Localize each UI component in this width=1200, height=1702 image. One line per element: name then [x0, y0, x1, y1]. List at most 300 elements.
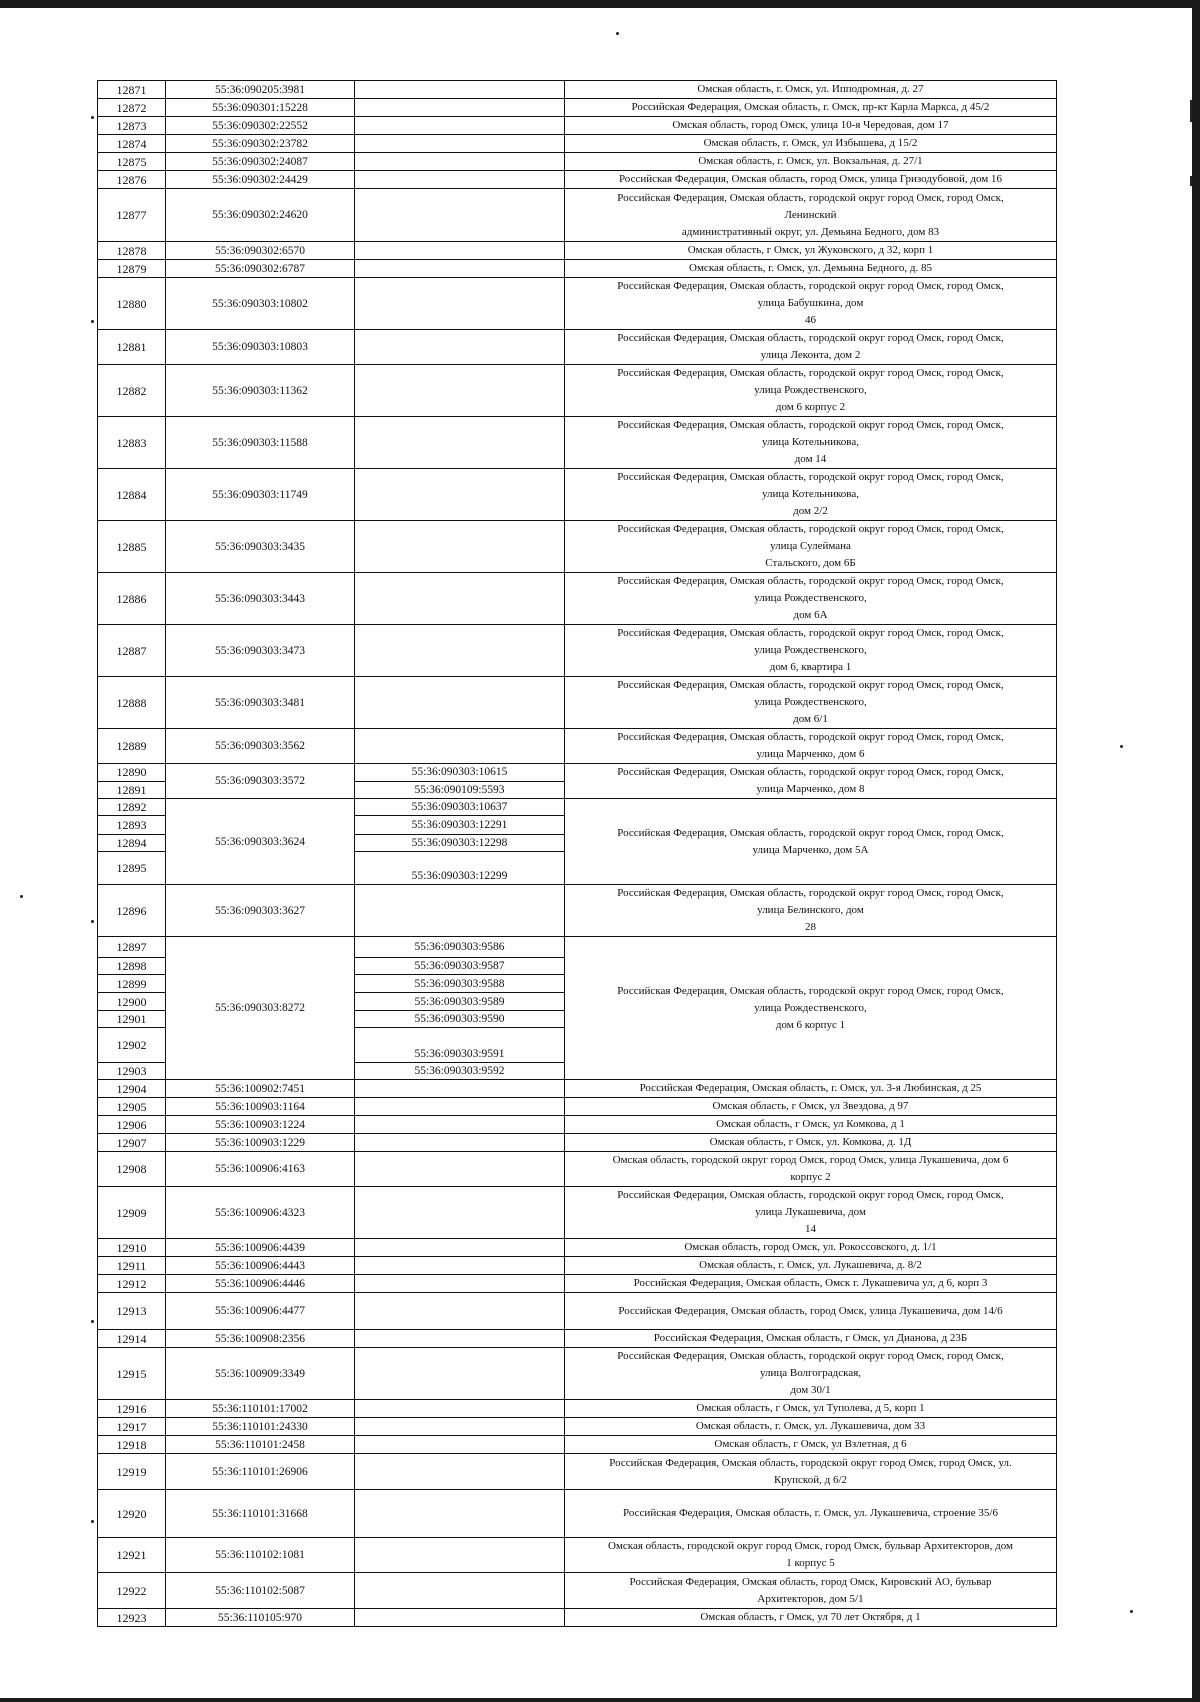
related-number-cell: [355, 1573, 565, 1609]
table-row: [98, 242, 1057, 260]
related-number-cell: [355, 1436, 565, 1454]
address-cell: [565, 764, 1057, 799]
scan-speck: [20, 895, 23, 898]
table-row: [98, 764, 1057, 782]
address-line: Российская Федерация, Омская область, городской округ город Омск, город Омск,: [617, 332, 1004, 344]
table-row: [98, 1152, 1057, 1187]
registry-table: [97, 80, 1057, 1627]
related-number-cell: [355, 1116, 565, 1134]
cadastral-number-cell: 55:36:100906:4163: [166, 1152, 355, 1187]
address-line: дом 6, квартира 1: [769, 661, 852, 673]
address-cell: [565, 799, 1057, 885]
cadastral-number-cell: 55:36:090302:6787: [166, 260, 355, 278]
row-number-cell: 12891: [98, 781, 166, 799]
cadastral-number-cell: 55:36:090302:24429: [166, 171, 355, 189]
cadastral-number-cell: 55:36:100906:4446: [166, 1275, 355, 1293]
address-cell: [565, 729, 1057, 764]
row-number-cell: 12905: [98, 1098, 166, 1116]
address-line: Российская Федерация, Омская область, городской округ город Омск, город Омск,: [617, 191, 1004, 204]
address-cell: [565, 1152, 1057, 1187]
cadastral-number-cell: 55:36:100908:2356: [166, 1330, 355, 1348]
row-number-cell: 12917: [98, 1418, 166, 1436]
address-cell: [565, 1573, 1057, 1609]
row-number-cell: 12899: [98, 975, 166, 993]
related-number-cell: 55:36:090303:10615: [355, 764, 565, 782]
row-number-cell: 12900: [98, 993, 166, 1011]
address-cell: [565, 81, 1057, 99]
cadastral-number-cell: 55:36:100903:1224: [166, 1116, 355, 1134]
related-number-cell: [355, 1134, 565, 1152]
address-line: Омская область, г Омск, ул Комкова, д 1: [716, 1118, 905, 1130]
address-cell: [565, 1098, 1057, 1116]
scan-border-bottom: [0, 1698, 1200, 1702]
address-line: Российская Федерация, Омская область, городской округ город Омск, город Омск, ул.: [609, 1456, 1012, 1469]
related-number-cell: 55:36:090303:9590: [355, 1011, 565, 1028]
address-line: улица Сулеймана: [770, 540, 851, 552]
address-line: Архитекторов, дом 5/1: [757, 1592, 864, 1605]
address-line: Омская область, город Омск, ул. Рокоссовского, д. 1/1: [684, 1241, 937, 1253]
scan-speck: [91, 320, 94, 323]
cadastral-number-cell: 55:36:110101:26906: [166, 1454, 355, 1490]
address-line: Российская Федерация, Омская область, городской округ город Омск, город Омск,: [617, 471, 1004, 483]
table-row: [98, 937, 1057, 958]
table-row: [98, 1275, 1057, 1293]
address-cell: [565, 1187, 1057, 1239]
table-row: [98, 1573, 1057, 1609]
address-cell: [565, 242, 1057, 260]
table-row: [98, 153, 1057, 171]
related-number-cell: [355, 1152, 565, 1187]
row-number-cell: 12893: [98, 816, 166, 835]
related-number-cell: [355, 278, 565, 330]
address-line: Российская Федерация, Омская область, Омск г. Лукашевича ул, д 6, корп 3: [633, 1277, 988, 1289]
address-cell: [565, 117, 1057, 135]
address-line: улица Котельникова,: [762, 436, 859, 448]
row-number-cell: 12923: [98, 1609, 166, 1627]
address-cell: [565, 1490, 1057, 1538]
related-number-cell: [355, 521, 565, 573]
related-number-cell: [355, 117, 565, 135]
cadastral-number-cell: 55:36:100903:1229: [166, 1134, 355, 1152]
related-number-cell: [355, 189, 565, 242]
address-line: дом 30/1: [790, 1384, 831, 1396]
address-cell: [565, 1454, 1057, 1490]
row-number-cell: 12888: [98, 677, 166, 729]
related-number-cell: 55:36:090303:12299: [355, 852, 565, 885]
row-number-cell: 12902: [98, 1028, 166, 1063]
row-number-cell: 12914: [98, 1330, 166, 1348]
table-row: [98, 1609, 1057, 1627]
related-number-cell: 55:36:090303:9589: [355, 993, 565, 1011]
related-number-cell: [355, 1293, 565, 1330]
cadastral-number-cell: 55:36:090303:3572: [166, 764, 355, 799]
related-number-cell: [355, 1454, 565, 1490]
address-line: Российская Федерация, Омская область, городской округ город Омск, город Омск,: [617, 887, 1004, 899]
related-number-cell: 55:36:090303:9587: [355, 958, 565, 975]
row-number-cell: 12904: [98, 1080, 166, 1098]
related-number-cell: [355, 1080, 565, 1098]
address-cell: [565, 1538, 1057, 1573]
address-line: Омская область, г. Омск, ул. Лукашевича, дом 33: [695, 1420, 926, 1432]
related-number-cell: [355, 260, 565, 278]
address-cell: [565, 521, 1057, 573]
row-number-cell: 12915: [98, 1348, 166, 1400]
scan-border-right: [1192, 0, 1200, 1702]
row-number-cell: 12878: [98, 242, 166, 260]
address-cell: [565, 365, 1057, 417]
address-line: улица Марченко, дом 6: [756, 748, 865, 760]
table-row: [98, 189, 1057, 242]
address-line: Омская область, г. Омск, ул. Демьяна Бедного, д. 85: [689, 262, 932, 274]
related-number-cell: [355, 1275, 565, 1293]
related-number-cell: 55:36:090303:9588: [355, 975, 565, 993]
row-number-cell: 12872: [98, 99, 166, 117]
row-number-cell: 12910: [98, 1239, 166, 1257]
address-cell: [565, 677, 1057, 729]
address-line: Российская Федерация, Омская область, г. Омск, ул. Лукашевича, строение 35/6: [623, 1507, 998, 1519]
table-row: [98, 1098, 1057, 1116]
address-line: дом 14: [794, 453, 827, 465]
cadastral-number-cell: 55:36:110101:31668: [166, 1490, 355, 1538]
row-number-cell: 12877: [98, 189, 166, 242]
address-cell: [565, 937, 1057, 1080]
cadastral-number-cell: 55:36:090303:3624: [166, 799, 355, 885]
address-line: Российская Федерация, Омская область, город Омск, Кировский АО, бульвар: [629, 1575, 992, 1588]
cadastral-number-cell: 55:36:100906:4439: [166, 1239, 355, 1257]
related-number-cell: [355, 729, 565, 764]
row-number-cell: 12889: [98, 729, 166, 764]
address-line: дом 6 корпус 1: [775, 1018, 846, 1031]
cadastral-number-cell: 55:36:110105:970: [166, 1609, 355, 1627]
table-row: [98, 1293, 1057, 1330]
table-row: [98, 117, 1057, 135]
cadastral-number-cell: 55:36:090205:3981: [166, 81, 355, 99]
address-line: Омская область, городской округ город Омск, город Омск, бульвар Архитекторов, дом: [608, 1540, 1013, 1552]
related-number-cell: 55:36:090303:9591: [355, 1028, 565, 1063]
registry-table-body: [98, 81, 1057, 1627]
address-line: Омская область, городской округ город Омск, город Омск, улица Лукашевича, дом 6: [612, 1154, 1009, 1166]
cadastral-number-cell: 55:36:090303:11749: [166, 469, 355, 521]
address-line: улица Лукашевича, дом: [755, 1206, 866, 1218]
row-number-cell: 12911: [98, 1257, 166, 1275]
cadastral-number-cell: 55:36:090303:3562: [166, 729, 355, 764]
address-line: Омская область, г Омск, ул Туполева, д 5, корп 1: [696, 1402, 925, 1414]
cadastral-number-cell: 55:36:090303:3435: [166, 521, 355, 573]
address-line: Российская Федерация, Омская область, город Омск, улица Гризодубовой, дом 16: [618, 173, 1003, 185]
address-line: улица Рождественского,: [754, 384, 867, 396]
row-number-cell: 12922: [98, 1573, 166, 1609]
table-row: [98, 99, 1057, 117]
address-line: Омская область, г Омск, ул Звездова, д 97: [712, 1100, 909, 1112]
table-row: [98, 521, 1057, 573]
address-cell: [565, 1239, 1057, 1257]
related-number-cell: [355, 677, 565, 729]
related-number-cell: [355, 153, 565, 171]
row-number-cell: 12884: [98, 469, 166, 521]
address-line: Омская область, г Омск, ул Жуковского, д 32, корп 1: [687, 244, 934, 256]
address-line: Ленинский: [784, 208, 837, 221]
row-number-cell: 12879: [98, 260, 166, 278]
row-number-cell: 12896: [98, 885, 166, 937]
related-number-cell: [355, 242, 565, 260]
address-cell: [565, 1609, 1057, 1627]
related-number-cell: [355, 417, 565, 469]
address-line: Российская Федерация, Омская область, городской округ город Омск, город Омск,: [617, 627, 1004, 639]
address-cell: [565, 171, 1057, 189]
cadastral-number-cell: 55:36:090303:3627: [166, 885, 355, 937]
table-row: [98, 1348, 1057, 1400]
address-line: административный округ, ул. Демьяна Бедного, дом 83: [681, 225, 940, 238]
related-number-cell: 55:36:090303:12298: [355, 835, 565, 852]
address-line: Российская Федерация, Омская область, городской округ город Омск, город Омск,: [617, 766, 1004, 778]
row-number-cell: 12894: [98, 835, 166, 852]
related-number-cell: 55:36:090303:10637: [355, 799, 565, 816]
cadastral-number-cell: 55:36:100906:4443: [166, 1257, 355, 1275]
cadastral-number-cell: 55:36:100902:7451: [166, 1080, 355, 1098]
row-number-cell: 12886: [98, 573, 166, 625]
address-line: Российская Федерация, Омская область, городской округ город Омск, город Омск,: [617, 826, 1004, 839]
related-number-cell: [355, 1348, 565, 1400]
scan-border-top: [0, 0, 1200, 8]
address-cell: [565, 1418, 1057, 1436]
row-number-cell: 12876: [98, 171, 166, 189]
related-number-cell: [355, 99, 565, 117]
row-number-cell: 12901: [98, 1011, 166, 1028]
address-line: 1 корпус 5: [786, 1557, 835, 1569]
table-row: [98, 1330, 1057, 1348]
address-line: Омская область, г Омск, ул. Комкова, д. 1Д: [709, 1136, 912, 1148]
related-number-cell: 55:36:090303:12291: [355, 816, 565, 835]
row-number-cell: 12882: [98, 365, 166, 417]
row-number-cell: 12890: [98, 764, 166, 782]
cadastral-number-cell: 55:36:100906:4477: [166, 1293, 355, 1330]
scan-speck: [91, 116, 94, 119]
table-row: [98, 330, 1057, 365]
address-line: Российская Федерация, Омская область, городской округ город Омск, город Омск,: [617, 731, 1004, 743]
cadastral-number-cell: 55:36:090302:24620: [166, 189, 355, 242]
address-line: дом 6/1: [793, 713, 828, 725]
table-row: [98, 1454, 1057, 1490]
table-row: [98, 1436, 1057, 1454]
scan-speck: [1120, 745, 1123, 748]
related-number-cell: [355, 1538, 565, 1573]
address-cell: [565, 1400, 1057, 1418]
address-cell: [565, 625, 1057, 677]
address-line: корпус 2: [790, 1171, 831, 1183]
cadastral-number-cell: 55:36:090302:6570: [166, 242, 355, 260]
address-line: Российская Федерация, Омская область, городской округ город Омск, город Омск,: [617, 1350, 1004, 1362]
address-line: улица Рождественского,: [754, 696, 867, 708]
scan-speck: [91, 920, 94, 923]
cadastral-number-cell: 55:36:090303:3473: [166, 625, 355, 677]
table-row: [98, 1257, 1057, 1275]
row-number-cell: 12906: [98, 1116, 166, 1134]
cadastral-number-cell: 55:36:100903:1164: [166, 1098, 355, 1116]
table-row: [98, 573, 1057, 625]
row-number-cell: 12871: [98, 81, 166, 99]
row-number-cell: 12897: [98, 937, 166, 958]
address-line: улица Леконта, дом 2: [760, 349, 861, 361]
address-line: Омская область, г. Омск, ул Избышева, д 15/2: [703, 137, 918, 149]
address-line: Российская Федерация, Омская область, городской округ город Омск, город Омск,: [617, 367, 1004, 379]
related-number-cell: [355, 1609, 565, 1627]
cadastral-number-cell: 55:36:100906:4323: [166, 1187, 355, 1239]
table-row: [98, 1239, 1057, 1257]
row-number-cell: 12880: [98, 278, 166, 330]
table-row: [98, 1116, 1057, 1134]
scan-speck: [1130, 1610, 1133, 1613]
table-row: [98, 729, 1057, 764]
cadastral-number-cell: 55:36:110101:2458: [166, 1436, 355, 1454]
related-number-cell: [355, 81, 565, 99]
address-line: улица Волгоградская,: [759, 1367, 862, 1379]
address-line: Российская Федерация, Омская область, г Омск, ул Дианова, д 23Б: [653, 1332, 968, 1344]
related-number-cell: [355, 625, 565, 677]
row-number-cell: 12909: [98, 1187, 166, 1239]
row-number-cell: 12892: [98, 799, 166, 816]
cadastral-number-cell: 55:36:110102:5087: [166, 1573, 355, 1609]
table-row: [98, 171, 1057, 189]
address-line: улица Марченко, дом 5А: [752, 843, 869, 856]
address-cell: [565, 260, 1057, 278]
cadastral-number-cell: 55:36:110101:17002: [166, 1400, 355, 1418]
row-number-cell: 12912: [98, 1275, 166, 1293]
row-number-cell: 12907: [98, 1134, 166, 1152]
address-cell: [565, 153, 1057, 171]
row-number-cell: 12913: [98, 1293, 166, 1330]
row-number-cell: 12921: [98, 1538, 166, 1573]
related-number-cell: [355, 1418, 565, 1436]
address-line: 46: [805, 314, 816, 326]
scan-edge-mark: [1190, 176, 1192, 186]
row-number-cell: 12920: [98, 1490, 166, 1538]
related-number-cell: [355, 885, 565, 937]
related-number-cell: [355, 1239, 565, 1257]
address-line: Омская область, г. Омск, ул. Ипподромная, д. 27: [697, 83, 924, 95]
table-row: [98, 1418, 1057, 1436]
address-line: Российская Федерация, Омская область, городской округ город Омск, город Омск,: [617, 523, 1004, 535]
address-cell: [565, 469, 1057, 521]
row-number-cell: 12916: [98, 1400, 166, 1418]
address-line: Омская область, г Омск, ул Взлетная, д 6: [714, 1438, 907, 1450]
related-number-cell: 55:36:090109:5593: [355, 781, 565, 799]
cadastral-number-cell: 55:36:090303:8272: [166, 937, 355, 1080]
address-line: Российская Федерация, Омская область, город Омск, улица Лукашевича, дом 14/6: [618, 1304, 1003, 1317]
address-line: улица Марченко, дом 8: [756, 783, 865, 795]
address-line: Крупской, д 6/2: [773, 1473, 848, 1486]
address-line: Омская область, город Омск, улица 10-я Чередовая, дом 17: [672, 119, 949, 131]
address-line: улица Рождественского,: [754, 644, 867, 656]
related-number-cell: [355, 1257, 565, 1275]
address-cell: [565, 330, 1057, 365]
cadastral-number-cell: 55:36:090303:11362: [166, 365, 355, 417]
address-line: улица Рождественского,: [754, 1001, 867, 1014]
table-row: [98, 1400, 1057, 1418]
address-line: Омская область, г Омск, ул 70 лет Октября, д 1: [700, 1611, 921, 1623]
cadastral-number-cell: 55:36:090303:10802: [166, 278, 355, 330]
row-number-cell: 12895: [98, 852, 166, 885]
address-line: Российская Федерация, Омская область, городской округ город Омск, город Омск,: [617, 984, 1004, 997]
address-cell: [565, 99, 1057, 117]
address-line: дом 2/2: [793, 505, 828, 517]
cadastral-number-cell: 55:36:090302:23782: [166, 135, 355, 153]
related-number-cell: [355, 1330, 565, 1348]
table-row: [98, 417, 1057, 469]
address-line: Российская Федерация, Омская область, г. Омск, пр-кт Карла Маркса, д 45/2: [631, 101, 990, 113]
address-cell: [565, 1275, 1057, 1293]
scan-edge-mark: [1190, 100, 1192, 122]
table-row: [98, 365, 1057, 417]
scan-speck: [616, 32, 619, 35]
related-number-cell: 55:36:090303:9586: [355, 937, 565, 958]
address-line: Омская область, г. Омск, ул. Лукашевича, д. 8/2: [699, 1259, 922, 1271]
address-line: Российская Федерация, Омская область, городской округ город Омск, город Омск,: [617, 280, 1004, 292]
row-number-cell: 12881: [98, 330, 166, 365]
address-cell: [565, 1080, 1057, 1098]
table-row: [98, 469, 1057, 521]
related-number-cell: [355, 365, 565, 417]
address-line: улица Бабушкина, дом: [757, 297, 864, 309]
cadastral-number-cell: 55:36:090301:15228: [166, 99, 355, 117]
table-row: [98, 278, 1057, 330]
address-line: улица Белинского, дом: [757, 904, 864, 916]
cadastral-number-cell: 55:36:110102:1081: [166, 1538, 355, 1573]
address-line: дом 6А: [793, 609, 828, 621]
address-line: Омская область, г. Омск, ул. Вокзальная, д. 27/1: [698, 155, 923, 167]
row-number-cell: 12883: [98, 417, 166, 469]
address-line: дом 6 корпус 2: [775, 401, 846, 413]
cadastral-number-cell: 55:36:090303:3443: [166, 573, 355, 625]
address-cell: [565, 189, 1057, 242]
address-cell: [565, 1116, 1057, 1134]
address-line: Российская Федерация, Омская область, г. Омск, ул. 3-я Любинская, д 25: [639, 1082, 982, 1094]
address-cell: [565, 885, 1057, 937]
row-number-cell: 12898: [98, 958, 166, 975]
address-cell: [565, 1293, 1057, 1330]
address-line: улица Котельникова,: [762, 488, 859, 500]
table-row: [98, 1490, 1057, 1538]
address-cell: [565, 1436, 1057, 1454]
table-row: [98, 1187, 1057, 1239]
row-number-cell: 12887: [98, 625, 166, 677]
table-row: [98, 885, 1057, 937]
address-line: Российская Федерация, Омская область, городской округ город Омск, город Омск,: [617, 575, 1004, 587]
row-number-cell: 12873: [98, 117, 166, 135]
table-row: [98, 799, 1057, 816]
row-number-cell: 12885: [98, 521, 166, 573]
address-cell: [565, 135, 1057, 153]
table-row: [98, 677, 1057, 729]
table-row: [98, 1134, 1057, 1152]
address-line: 14: [805, 1223, 816, 1235]
address-line: Российская Федерация, Омская область, городской округ город Омск, город Омск,: [617, 419, 1004, 431]
related-number-cell: [355, 573, 565, 625]
address-cell: [565, 1330, 1057, 1348]
address-cell: [565, 417, 1057, 469]
row-number-cell: 12875: [98, 153, 166, 171]
related-number-cell: [355, 171, 565, 189]
cadastral-number-cell: 55:36:110101:24330: [166, 1418, 355, 1436]
row-number-cell: 12918: [98, 1436, 166, 1454]
related-number-cell: [355, 1187, 565, 1239]
row-number-cell: 12908: [98, 1152, 166, 1187]
table-row: [98, 1538, 1057, 1573]
address-line: 28: [805, 921, 816, 933]
cadastral-number-cell: 55:36:100909:3349: [166, 1348, 355, 1400]
related-number-cell: [355, 135, 565, 153]
row-number-cell: 12919: [98, 1454, 166, 1490]
address-line: улица Рождественского,: [754, 592, 867, 604]
